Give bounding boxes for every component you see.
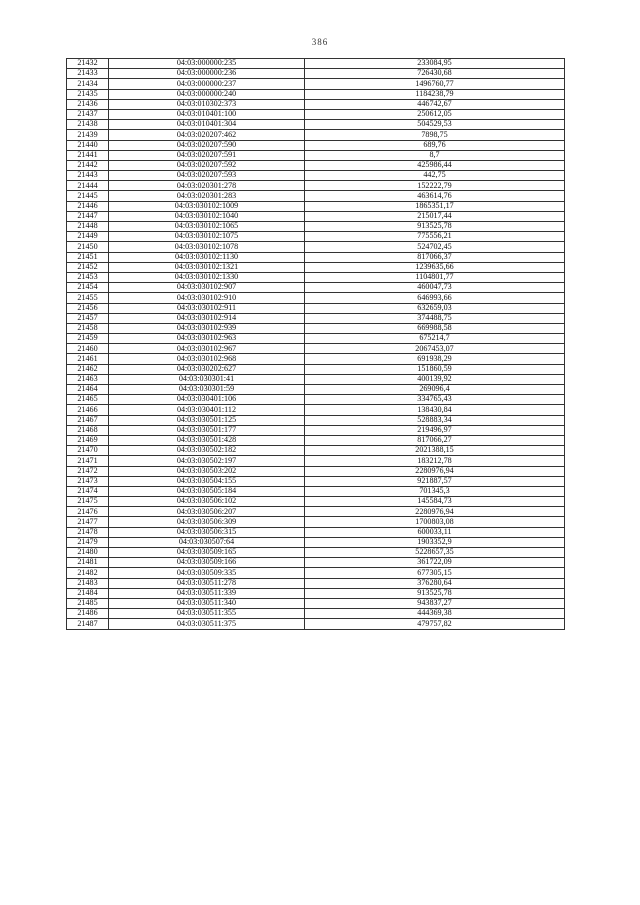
value-cell: 334765,43: [305, 395, 565, 405]
cadastral-number-cell: 04:03:030102:1065: [109, 222, 305, 232]
value-cell: 913525,78: [305, 588, 565, 598]
value-cell: 691938,29: [305, 354, 565, 364]
value-cell: 775556,21: [305, 232, 565, 242]
cadastral-number-cell: 04:03:030506:315: [109, 527, 305, 537]
cadastral-number-cell: 04:03:030102:1078: [109, 242, 305, 252]
value-cell: 726430,68: [305, 69, 565, 79]
row-number-cell: 21483: [67, 578, 109, 588]
value-cell: 1184238,79: [305, 89, 565, 99]
cadastral-number-cell: 04:03:030511:278: [109, 578, 305, 588]
cadastral-number-cell: 04:03:030102:907: [109, 283, 305, 293]
table-row: [67, 364, 565, 374]
row-number-cell: 21439: [67, 130, 109, 140]
value-cell: 5228657,35: [305, 548, 565, 558]
table-row: [67, 385, 565, 395]
table-row: [67, 303, 565, 313]
cadastral-number-cell: 04:03:030102:963: [109, 334, 305, 344]
row-number-cell: 21451: [67, 252, 109, 262]
value-cell: 1700803,08: [305, 517, 565, 527]
table-row: [67, 140, 565, 150]
cadastral-number-cell: 04:03:030509:165: [109, 548, 305, 558]
table-row: [67, 222, 565, 232]
value-cell: 1104801,77: [305, 272, 565, 282]
row-number-cell: 21487: [67, 619, 109, 629]
cadastral-number-cell: 04:03:030102:1130: [109, 252, 305, 262]
table-row: [67, 120, 565, 130]
table-row: [67, 527, 565, 537]
value-cell: 1865351,17: [305, 201, 565, 211]
row-number-cell: 21433: [67, 69, 109, 79]
value-cell: 2021388,15: [305, 446, 565, 456]
table-row: [67, 537, 565, 547]
row-number-cell: 21446: [67, 201, 109, 211]
cadastral-number-cell: 04:03:030102:939: [109, 323, 305, 333]
row-number-cell: 21466: [67, 405, 109, 415]
row-number-cell: 21441: [67, 150, 109, 160]
cadastral-number-cell: 04:03:030102:1075: [109, 232, 305, 242]
value-cell: 1239635,66: [305, 262, 565, 272]
row-number-cell: 21435: [67, 89, 109, 99]
value-cell: 151860,59: [305, 364, 565, 374]
cadastral-number-cell: 04:03:020301:283: [109, 191, 305, 201]
cadastral-number-cell: 04:03:020207:592: [109, 160, 305, 170]
cadastral-number-cell: 04:03:030401:106: [109, 395, 305, 405]
row-number-cell: 21440: [67, 140, 109, 150]
cadastral-number-cell: 04:03:020207:593: [109, 171, 305, 181]
cadastral-number-cell: 04:03:030511:339: [109, 588, 305, 598]
row-number-cell: 21475: [67, 497, 109, 507]
row-number-cell: 21465: [67, 395, 109, 405]
value-cell: 2067453,07: [305, 344, 565, 354]
table-row: [67, 446, 565, 456]
value-cell: 145584,73: [305, 497, 565, 507]
cadastral-number-cell: 04:03:020207:590: [109, 140, 305, 150]
cadastral-number-cell: 04:03:030102:1330: [109, 272, 305, 282]
cadastral-number-cell: 04:03:030102:1321: [109, 262, 305, 272]
table-row: [67, 283, 565, 293]
row-number-cell: 21481: [67, 558, 109, 568]
table-row: [67, 150, 565, 160]
cadastral-number-cell: 04:03:010302:373: [109, 99, 305, 109]
row-number-cell: 21434: [67, 79, 109, 89]
row-number-cell: 21484: [67, 588, 109, 598]
table-row: [67, 252, 565, 262]
cadastral-number-cell: 04:03:030501:428: [109, 435, 305, 445]
value-cell: 528883,34: [305, 415, 565, 425]
page-number: 386: [311, 37, 329, 47]
row-number-cell: 21473: [67, 476, 109, 486]
table-row: [67, 425, 565, 435]
row-number-cell: 21477: [67, 517, 109, 527]
row-number-cell: 21457: [67, 313, 109, 323]
value-cell: 675214,7: [305, 334, 565, 344]
cadastral-number-cell: 04:03:000000:236: [109, 69, 305, 79]
row-number-cell: 21462: [67, 364, 109, 374]
row-number-cell: 21437: [67, 109, 109, 119]
row-number-cell: 21479: [67, 537, 109, 547]
row-number-cell: 21436: [67, 99, 109, 109]
cadastral-number-cell: 04:03:030102:910: [109, 293, 305, 303]
table-row: [67, 334, 565, 344]
cadastral-number-cell: 04:03:020207:462: [109, 130, 305, 140]
cadastral-number-cell: 04:03:030509:166: [109, 558, 305, 568]
row-number-cell: 21463: [67, 374, 109, 384]
value-cell: 504529,53: [305, 120, 565, 130]
table-row: [67, 497, 565, 507]
cadastral-number-cell: 04:03:030102:1040: [109, 211, 305, 221]
table-row: [67, 517, 565, 527]
table-row: [67, 568, 565, 578]
value-cell: 425986,44: [305, 160, 565, 170]
row-number-cell: 21456: [67, 303, 109, 313]
table-body: [67, 59, 565, 630]
value-cell: 600033,11: [305, 527, 565, 537]
cadastral-number-cell: 04:03:030301:59: [109, 385, 305, 395]
row-number-cell: 21478: [67, 527, 109, 537]
table-row: [67, 191, 565, 201]
table-row: [67, 160, 565, 170]
value-cell: 460047,73: [305, 283, 565, 293]
value-cell: 8,7: [305, 150, 565, 160]
cadastral-number-cell: 04:03:030301:41: [109, 374, 305, 384]
cadastral-number-cell: 04:03:030501:125: [109, 415, 305, 425]
value-cell: 376280,64: [305, 578, 565, 588]
cadastral-number-cell: 04:03:030102:911: [109, 303, 305, 313]
row-number-cell: 21454: [67, 283, 109, 293]
cadastral-number-cell: 04:03:030507:64: [109, 537, 305, 547]
cadastral-number-cell: 04:03:030509:335: [109, 568, 305, 578]
value-cell: 689,76: [305, 140, 565, 150]
table-row: [67, 181, 565, 191]
row-number-cell: 21474: [67, 486, 109, 496]
value-cell: 152222,79: [305, 181, 565, 191]
value-cell: 2280976,94: [305, 466, 565, 476]
table-row: [67, 466, 565, 476]
value-cell: 7898,75: [305, 130, 565, 140]
row-number-cell: 21443: [67, 171, 109, 181]
value-cell: 233084,95: [305, 59, 565, 69]
row-number-cell: 21469: [67, 435, 109, 445]
value-cell: 361722,09: [305, 558, 565, 568]
row-number-cell: 21485: [67, 598, 109, 608]
value-cell: 669988,58: [305, 323, 565, 333]
table-row: [67, 211, 565, 221]
value-cell: 444369,38: [305, 609, 565, 619]
row-number-cell: 21450: [67, 242, 109, 252]
value-cell: 250612,05: [305, 109, 565, 119]
cadastral-number-cell: 04:03:030505:184: [109, 486, 305, 496]
table-row: [67, 486, 565, 496]
table-row: [67, 476, 565, 486]
table-row: [67, 435, 565, 445]
row-number-cell: 21447: [67, 211, 109, 221]
value-cell: 1496760,77: [305, 79, 565, 89]
value-cell: 817066,27: [305, 435, 565, 445]
table-row: [67, 598, 565, 608]
value-cell: 479757,82: [305, 619, 565, 629]
row-number-cell: 21461: [67, 354, 109, 364]
row-number-cell: 21442: [67, 160, 109, 170]
table-row: [67, 323, 565, 333]
value-cell: 215017,44: [305, 211, 565, 221]
row-number-cell: 21467: [67, 415, 109, 425]
cadastral-number-cell: 04:03:030504:155: [109, 476, 305, 486]
row-number-cell: 21482: [67, 568, 109, 578]
value-cell: 446742,67: [305, 99, 565, 109]
table-row: [67, 232, 565, 242]
cadastral-number-cell: 04:03:030102:967: [109, 344, 305, 354]
row-number-cell: 21460: [67, 344, 109, 354]
table-row: [67, 405, 565, 415]
cadastral-number-cell: 04:03:030102:968: [109, 354, 305, 364]
table-row: [67, 578, 565, 588]
cadastral-number-cell: 04:03:010401:304: [109, 120, 305, 130]
cadastral-number-cell: 04:03:030102:1009: [109, 201, 305, 211]
row-number-cell: 21464: [67, 385, 109, 395]
value-cell: 943837,27: [305, 598, 565, 608]
value-cell: 632659,03: [305, 303, 565, 313]
cadastral-number-cell: 04:03:000000:235: [109, 59, 305, 69]
cadastral-number-cell: 04:03:030506:207: [109, 507, 305, 517]
table-row: [67, 171, 565, 181]
row-number-cell: 21476: [67, 507, 109, 517]
value-cell: 269096,4: [305, 385, 565, 395]
cadastral-number-cell: 04:03:030511:340: [109, 598, 305, 608]
row-number-cell: 21432: [67, 59, 109, 69]
value-cell: 677305,15: [305, 568, 565, 578]
table-row: [67, 558, 565, 568]
cadastral-number-cell: 04:03:000000:240: [109, 89, 305, 99]
cadastral-number-cell: 04:03:030501:177: [109, 425, 305, 435]
table-row: [67, 619, 565, 629]
table-row: [67, 99, 565, 109]
row-number-cell: 21468: [67, 425, 109, 435]
table-row: [67, 201, 565, 211]
value-cell: 817066,37: [305, 252, 565, 262]
cadastral-number-cell: 04:03:030511:375: [109, 619, 305, 629]
table-row: [67, 79, 565, 89]
table-row: [67, 395, 565, 405]
cadastral-number-cell: 04:03:030503:202: [109, 466, 305, 476]
table-row: [67, 507, 565, 517]
table-row: [67, 130, 565, 140]
cadastral-number-cell: 04:03:010401:100: [109, 109, 305, 119]
value-cell: 524702,45: [305, 242, 565, 252]
table-row: [67, 89, 565, 99]
value-cell: 913525,78: [305, 222, 565, 232]
table-row: [67, 456, 565, 466]
row-number-cell: 21445: [67, 191, 109, 201]
row-number-cell: 21449: [67, 232, 109, 242]
table-row: [67, 109, 565, 119]
row-number-cell: 21453: [67, 272, 109, 282]
table-row: [67, 262, 565, 272]
table-row: [67, 344, 565, 354]
row-number-cell: 21438: [67, 120, 109, 130]
row-number-cell: 21471: [67, 456, 109, 466]
table-row: [67, 69, 565, 79]
row-number-cell: 21470: [67, 446, 109, 456]
value-cell: 442,75: [305, 171, 565, 181]
table-row: [67, 293, 565, 303]
value-cell: 1903352,9: [305, 537, 565, 547]
table-row: [67, 313, 565, 323]
row-number-cell: 21472: [67, 466, 109, 476]
table-row: [67, 354, 565, 364]
value-cell: 374488,75: [305, 313, 565, 323]
cadastral-number-cell: 04:03:030511:355: [109, 609, 305, 619]
cadastral-number-cell: 04:03:030102:914: [109, 313, 305, 323]
cadastral-number-cell: 04:03:030506:309: [109, 517, 305, 527]
table-row: [67, 59, 565, 69]
row-number-cell: 21459: [67, 334, 109, 344]
value-cell: 646993,66: [305, 293, 565, 303]
cadastral-number-cell: 04:03:030502:197: [109, 456, 305, 466]
row-number-cell: 21448: [67, 222, 109, 232]
cadastral-number-cell: 04:03:030202:627: [109, 364, 305, 374]
value-cell: 183212,78: [305, 456, 565, 466]
row-number-cell: 21458: [67, 323, 109, 333]
value-cell: 219496,97: [305, 425, 565, 435]
value-cell: 463614,76: [305, 191, 565, 201]
value-cell: 400139,92: [305, 374, 565, 384]
table-row: [67, 548, 565, 558]
table-row: [67, 588, 565, 598]
value-cell: 2280976,94: [305, 507, 565, 517]
table-row: [67, 415, 565, 425]
value-cell: 921887,57: [305, 476, 565, 486]
cadastral-number-cell: 04:03:030502:182: [109, 446, 305, 456]
table-row: [67, 609, 565, 619]
row-number-cell: 21455: [67, 293, 109, 303]
row-number-cell: 21486: [67, 609, 109, 619]
cadastral-number-cell: 04:03:030506:102: [109, 497, 305, 507]
value-cell: 138430,84: [305, 405, 565, 415]
row-number-cell: 21444: [67, 181, 109, 191]
cadastral-number-cell: 04:03:000000:237: [109, 79, 305, 89]
value-cell: 701345,3: [305, 486, 565, 496]
cadastral-number-cell: 04:03:020301:278: [109, 181, 305, 191]
cadastral-number-cell: 04:03:030401:112: [109, 405, 305, 415]
row-number-cell: 21452: [67, 262, 109, 272]
cadastral-number-cell: 04:03:020207:591: [109, 150, 305, 160]
table-row: [67, 242, 565, 252]
row-number-cell: 21480: [67, 548, 109, 558]
data-table: [66, 58, 565, 630]
table-row: [67, 272, 565, 282]
table-row: [67, 374, 565, 384]
